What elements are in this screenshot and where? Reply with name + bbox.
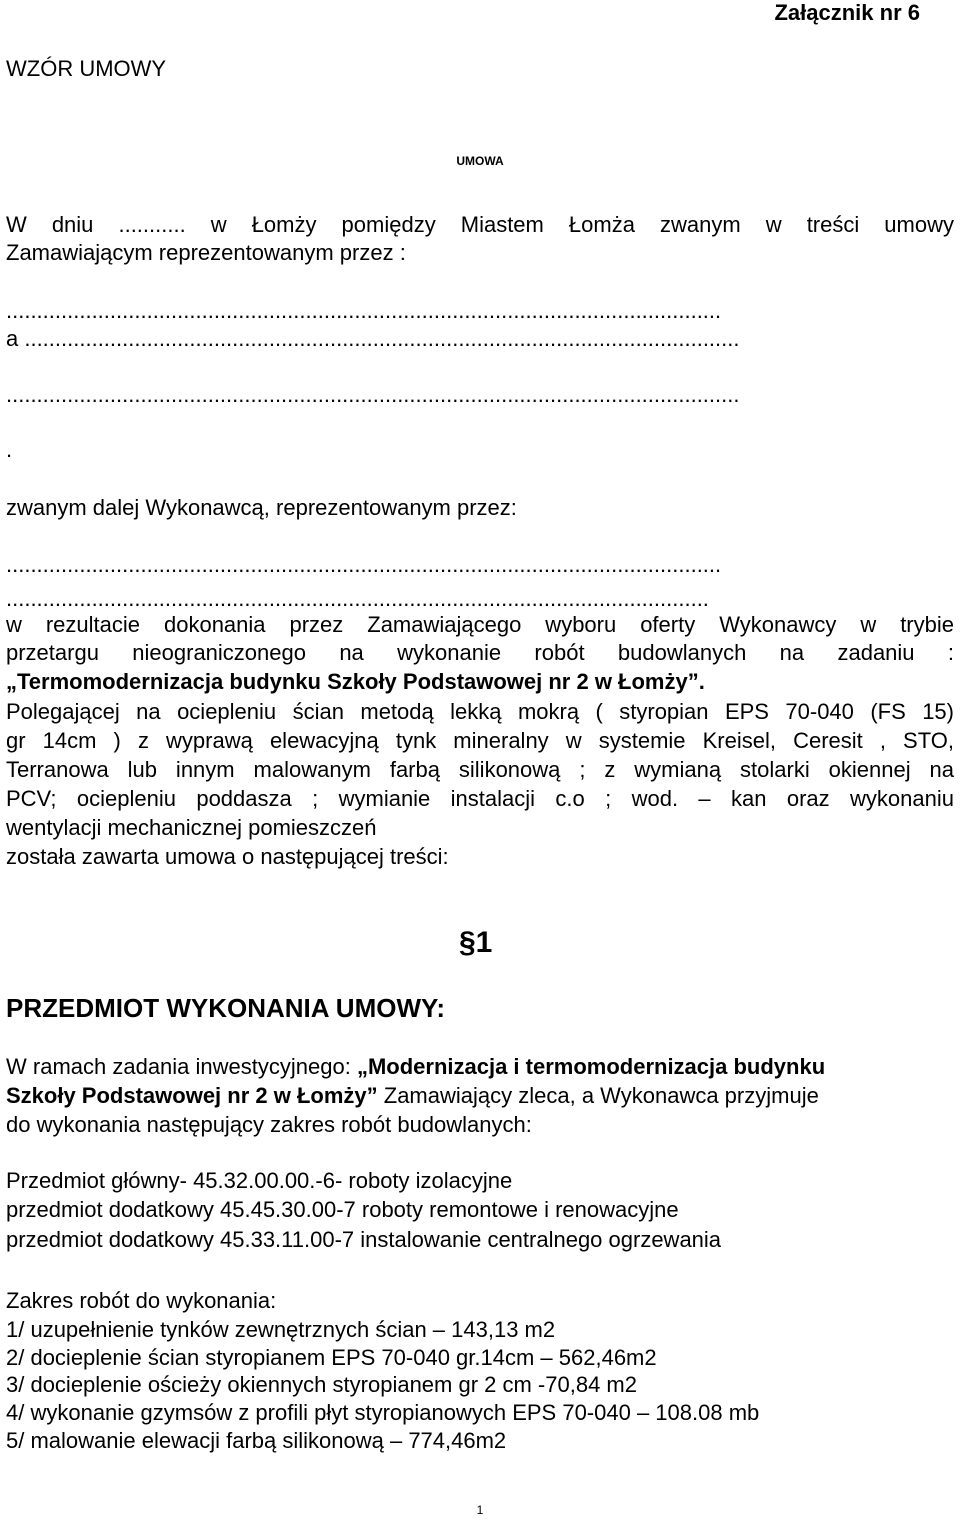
page-number: 1 xyxy=(476,1503,484,1517)
dots-line-3: ........................................................................................................................ xyxy=(6,382,740,407)
cpv-main: Przedmiot główny- 45.32.00.00.-6- roboty izolacyjne xyxy=(6,1168,513,1193)
cpv-additional-1: przedmiot dodatkowy 45.45.30.00-7 roboty remontowe i renowacyjne xyxy=(6,1197,679,1222)
dots-line-5: ..................................................................................................................... xyxy=(6,552,722,577)
scope-line-2: gr 14cm ) z wyprawą elewacyjną tynk mineralny w systemie Kreisel, Ceresit , STO, xyxy=(6,728,954,753)
result-line-1: w rezultacie dokonania przez Zamawiającego wyboru oferty Wykonawcy w trybie xyxy=(6,612,954,637)
document-title: UMOWA xyxy=(456,154,504,168)
result-line-2: przetargu nieograniczonego na wykonanie robót budowlanych na zadaniu : xyxy=(6,640,954,665)
scope-line-4: PCV; ociepleniu poddasza ; wymianie instalacji c.o ; wod. – kan oraz wykonaniu xyxy=(6,786,954,811)
contractor-line: zwanym dalej Wykonawcą, reprezentowanym przez: xyxy=(6,495,517,520)
works-heading: Zakres robót do wykonania: xyxy=(6,1288,277,1313)
section-heading: PRZEDMIOT WYKONANIA UMOWY: xyxy=(6,993,446,1023)
section-paragraph-line-2 xyxy=(6,1083,819,1109)
investment-title-part-2: Szkoły Podstawowej nr 2 w Łomży” xyxy=(6,1083,378,1108)
dots-line-6: ................................................................................................................... xyxy=(6,586,709,611)
dots-line-1: ..................................................................................................................... xyxy=(6,298,722,323)
intro-line-2: Zamawiającym reprezentowanym przez : xyxy=(6,240,406,265)
investment-intro: W ramach zadania inwestycyjnego: xyxy=(6,1054,357,1079)
works-item-4: 4/ wykonanie gzymsów z profili płyt styropianowych EPS 70-040 – 108.08 mb xyxy=(6,1400,760,1425)
paragraph-symbol: §1 xyxy=(459,926,493,959)
works-item-5: 5/ malowanie elewacji farbą silikonową – 774,46m2 xyxy=(6,1428,507,1453)
dots-line-4: . xyxy=(6,437,13,462)
scope-line-5: wentylacji mechanicznej pomieszczeń xyxy=(6,815,377,840)
scope-line-1: Polegającej na ociepleniu ścian metodą lekką mokrą ( styropian EPS 70-040 (FS 15) xyxy=(6,699,954,724)
works-item-1: 1/ uzupełnienie tynków zewnętrznych ścian – 143,13 m2 xyxy=(6,1317,556,1342)
works-item-2: 2/ docieplenie ścian styropianem EPS 70-040 gr.14cm – 562,46m2 xyxy=(6,1345,657,1370)
section-paragraph-line-3: do wykonania następujący zakres robót budowlanych: xyxy=(6,1112,532,1137)
dots-line-2: a ..................................................................................................................... xyxy=(6,326,740,351)
contract-template-label: WZÓR UMOWY xyxy=(6,56,167,81)
section-paragraph-line-1 xyxy=(6,1054,954,1080)
scope-line-3: Terranowa lub innym malowanym farbą silikonową ; z wymianą stolarki okiennej na xyxy=(6,757,954,782)
annex-label: Załącznik nr 6 xyxy=(774,0,920,25)
investment-title-part-1: „Modernizacja i termomodernizacja budynku xyxy=(356,1054,826,1079)
concluded-line: została zawarta umowa o następującej treści: xyxy=(6,844,449,869)
cpv-additional-2: przedmiot dodatkowy 45.33.11.00-7 instalowanie centralnego ogrzewania xyxy=(6,1227,722,1252)
task-title: „Termomodernizacja budynku Szkoły Podstawowej nr 2 w Łomży”. xyxy=(6,669,705,694)
works-item-3: 3/ docieplenie ościeży okiennych styropianem gr 2 cm -70,84 m2 xyxy=(6,1372,637,1397)
intro-line-1: W dniu ........... w Łomży pomiędzy Miastem Łomża zwanym w treści umowy xyxy=(6,212,954,237)
commission-text: Zamawiający zleca, a Wykonawca przyjmuje xyxy=(377,1083,819,1108)
